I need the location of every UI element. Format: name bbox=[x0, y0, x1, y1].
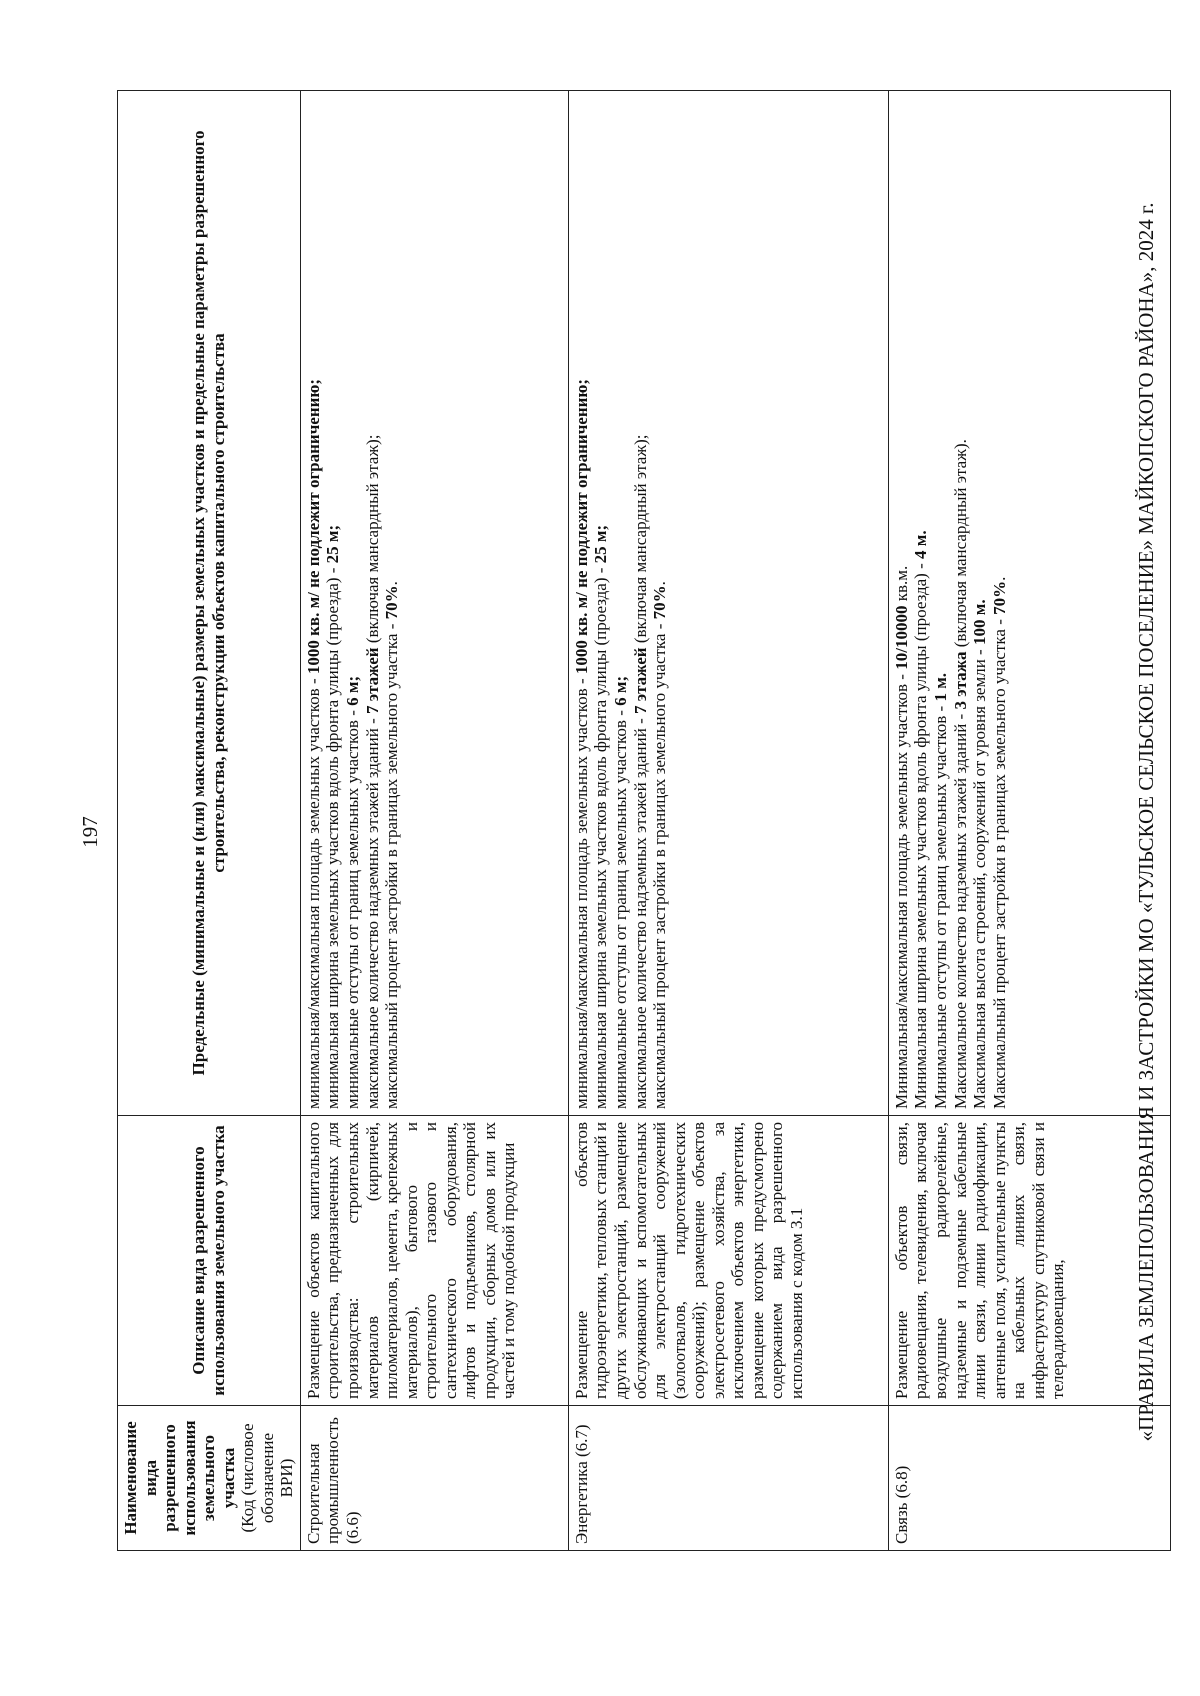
param-line: Минимальная ширина земельных участков вдоль фронта улицы (проезда) - 4 м. bbox=[911, 530, 931, 1109]
zoning-table bbox=[117, 90, 1171, 1551]
param-line: минимальная ширина земельных участков вдоль фронта улицы (проезда) - 25 м; bbox=[323, 524, 343, 1109]
row-description: Размещение объектов гидроэнергетики, тепловых станций и других электростанций, размещение обслуживающих и вспомогательных для электростанций сооружений (золоотвалов, гидротехнических сооружений); размещение объектов электросетевого хозяйства, за исключением объектов энергетики, размещение которых предусмотрено содержанием вида разрешенного использования с кодом 3.1 bbox=[568, 1116, 888, 1406]
param-line: минимальные отступы от границ земельных участков - 6 м; bbox=[343, 675, 363, 1109]
row-params bbox=[300, 91, 568, 1116]
row-description: Размещение объектов связи, радиовещания, телевидения, включая воздушные радиорелейные, надземные и подземные кабельные линии связи, линии радиофикации, антенные поля, усилительные пункты на кабельных линиях связи, инфраструктуру спутниковой связи и телерадиовещания, bbox=[888, 1116, 1170, 1406]
param-line: Минимальные отступы от границ земельных участков - 1 м. bbox=[931, 672, 951, 1109]
header-params: Предельные (минимальные и (или) максимальные) размеры земельных участков и предельные параметры разрешенного строительства, реконструкции объектов капитального строительства bbox=[118, 91, 301, 1116]
header-description: Описание вида разрешенного использования земельного участка bbox=[118, 1116, 301, 1406]
param-line: минимальная ширина земельных участков вдоль фронта улицы (проезда) - 25 м; bbox=[591, 524, 611, 1109]
param-line: Максимальный процент застройки в границах земельного участка - 70%. bbox=[989, 576, 1009, 1109]
page-number: 197 bbox=[78, 816, 102, 848]
row-name: Строительная промышленность (6.6) bbox=[300, 1406, 568, 1551]
row-name: Энергетика (6.7) bbox=[568, 1406, 888, 1551]
row-description: Размещение объектов капитального строительства, предназначенных для производства: строительных материалов (кирпичей, пиломатериалов, цемента, крепежных материалов), бытового и строительного газового и сантехнического оборудования, лифтов и подъемников, столярной продукции, сборных домов или их частей и тому подобной продукции bbox=[300, 1116, 568, 1406]
row-name: Связь (6.8) bbox=[888, 1406, 1170, 1551]
param-line: максимальное количество надземных этажей зданий - 7 этажей (включая мансардный этаж); bbox=[362, 434, 382, 1109]
param-line: максимальный процент застройки в границах земельного участка - 70%. bbox=[650, 581, 670, 1109]
zoning-table-container bbox=[117, 91, 1117, 1551]
param-line: максимальный процент застройки в границах земельного участка - 70%. bbox=[382, 581, 402, 1109]
header-name bbox=[118, 1406, 301, 1551]
param-line: Максимальная высота строений, сооружений от уровня земли - 100 м. bbox=[970, 599, 990, 1109]
table-row bbox=[300, 91, 568, 1551]
param-line: максимальное количество надземных этажей зданий - 7 этажей (включая мансардный этаж); bbox=[630, 434, 650, 1109]
param-line: минимальные отступы от границ земельных участков - 6 м; bbox=[611, 675, 631, 1109]
row-params bbox=[568, 91, 888, 1116]
param-line: Минимальная/максимальная площадь земельных участков - 10/10000 кв.м. bbox=[891, 565, 911, 1109]
param-line: Максимальное количество надземных этажей зданий - 3 этажа (включая мансардный этаж). bbox=[950, 439, 970, 1109]
header-name-label: Наименование вида разрешенного использования земельного участка bbox=[121, 1420, 238, 1536]
param-line: минимальная/максимальная площадь земельных участков - 1000 кв. м/ не подлежит ограничению; bbox=[571, 378, 591, 1109]
document-footer: «ПРАВИЛА ЗЕМЛЕПОЛЬЗОВАНИЯ И ЗАСТРОЙКИ МО «ТУЛЬСКОЕ СЕЛЬСКОЕ ПОСЕЛЕНИЕ» МАЙКОПСКОГО РАЙОНА», 2024 г. bbox=[1134, 202, 1158, 1442]
table-header-row bbox=[118, 91, 301, 1551]
table-row bbox=[568, 91, 888, 1551]
header-name-sub: (Код (числовое обозначение ВРИ) bbox=[238, 1423, 297, 1533]
param-line: минимальная/максимальная площадь земельных участков - 1000 кв. м/ не подлежит ограничению; bbox=[303, 378, 323, 1109]
